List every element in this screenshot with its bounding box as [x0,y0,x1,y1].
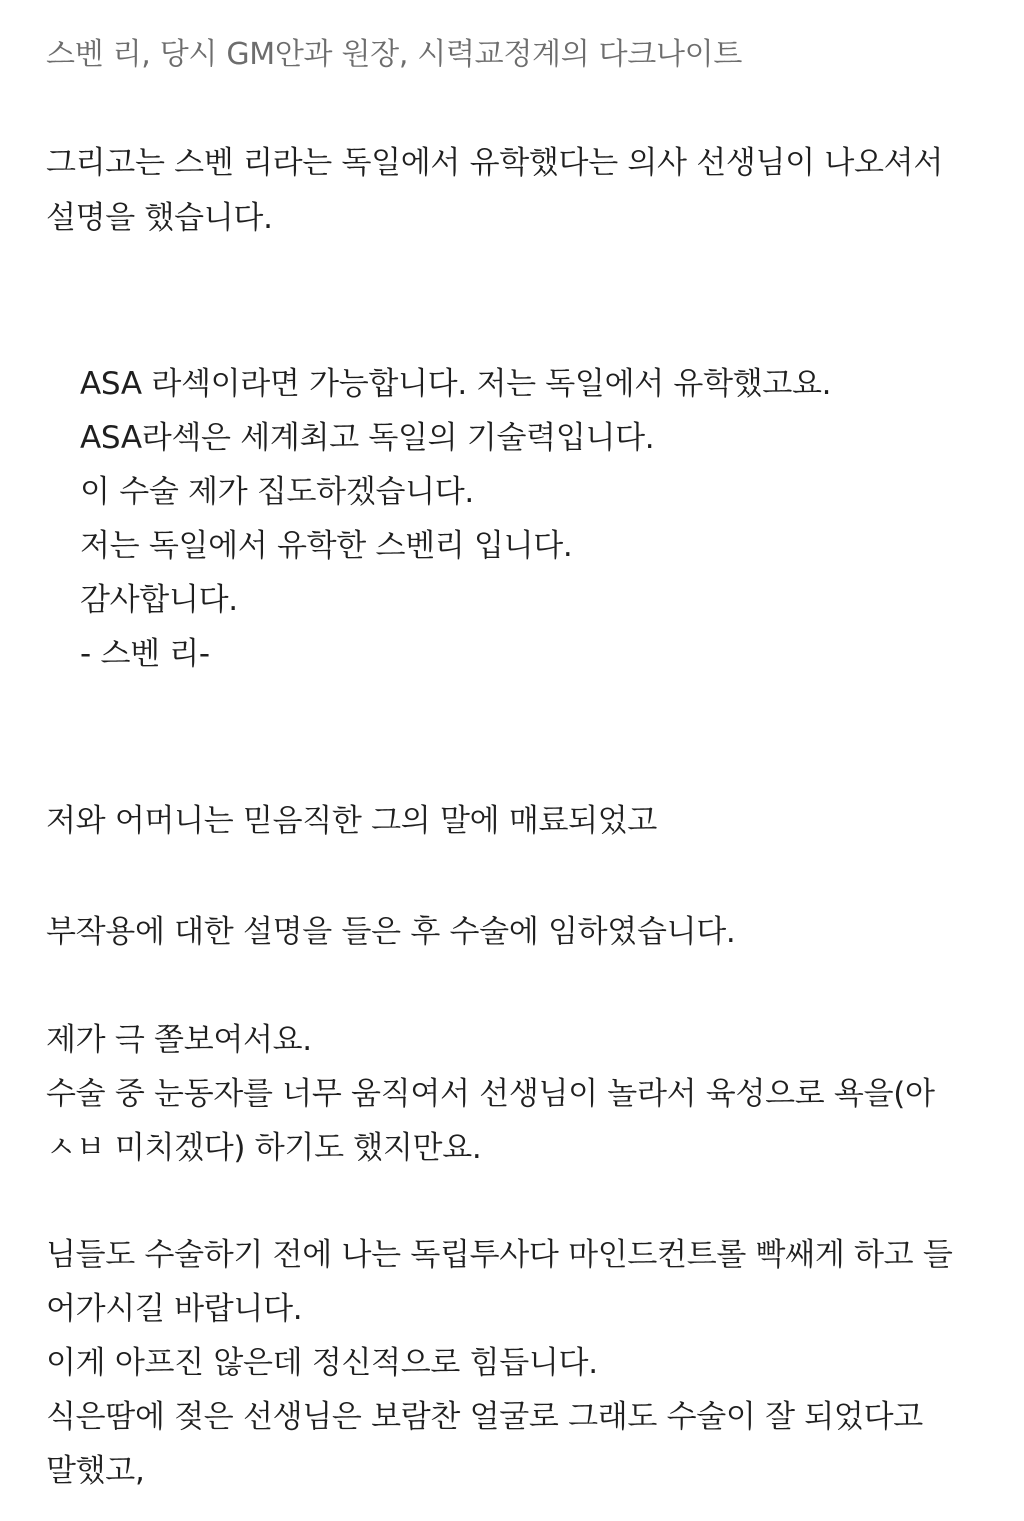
intro-line-2: 설명을 했습니다. [46,200,273,236]
quote-line-3: 이 수술 제가 집도하겠습니다. [80,474,474,510]
quote-line-1: ASA 라섹이라면 가능합니다. 저는 독일에서 유학했고요. [80,366,832,402]
quote-signature: - 스벤 리- [80,636,210,672]
quote-line-4: 저는 독일에서 유학한 스벤리 입니다. [80,528,573,564]
paragraph-4-line-4: 식은땀에 젖은 선생님은 보람찬 얼굴로 그래도 수술이 잘 되었다고 [46,1399,923,1435]
quote-line-2: ASA라섹은 세계최고 독일의 기술력입니다. [80,420,655,456]
paragraph-4-line-2: 어가시길 바랍니다. [46,1291,303,1327]
paragraph-1: 저와 어머니는 믿음직한 그의 말에 매료되었고 [46,803,658,839]
paragraph-4-line-3: 이게 아프진 않은데 정신적으로 힘듭니다. [46,1345,598,1381]
paragraph-3-line-2: 수술 중 눈동자를 너무 움직여서 선생님이 놀라서 육성으로 욕을(아 [46,1076,935,1112]
paragraph-4-line-1: 님들도 수술하기 전에 나는 독립투사다 마인드컨트롤 빡쌔게 하고 들 [46,1237,953,1273]
paragraph-4-line-5: 말했고, [46,1453,145,1489]
paragraph-2: 부작용에 대한 설명을 들은 후 수술에 임하였습니다. [46,914,736,950]
image-caption: 스벤 리, 당시 GM안과 원장, 시력교정계의 다크나이트 [46,37,743,72]
paragraph-3-line-1: 제가 극 쫄보여서요. [46,1022,312,1058]
intro-line-1: 그리고는 스벤 리라는 독일에서 유학했다는 의사 선생님이 나오셔서 [46,145,943,181]
paragraph-3-line-3: ㅅㅂ 미치겠다) 하기도 했지만요. [46,1130,482,1166]
quote-line-5: 감사합니다. [80,582,238,618]
